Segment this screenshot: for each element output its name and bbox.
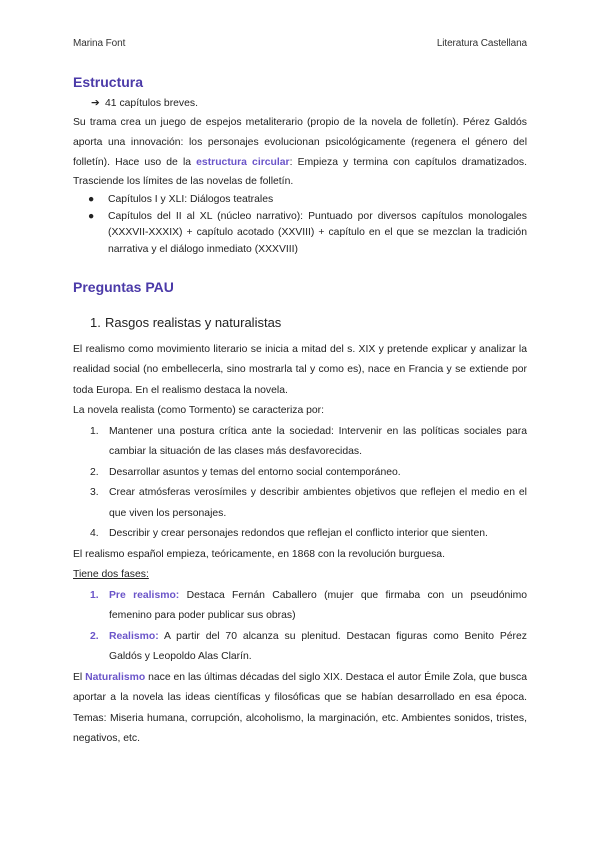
list-number: 2. [90,466,99,478]
list-item [73,627,527,668]
paragraph-text: : Empieza y termina con capítulos dramatizados. Trasciende los límites de las novelas de folletín. [73,156,527,188]
header-subject: Literatura Castellana [436,38,527,49]
list-item [73,422,527,463]
list-item [73,192,527,209]
list-item-text: Crear atmósferas verosímiles y describir ambientes objetivos que reflejen el medio en el que viven los personajes. [109,487,527,519]
header-author: Marina Font [73,38,126,49]
list-item-text: Mantener una postura crítica ante la sociedad: Intervenir en las políticas sociales para cambiar la situación de las clases más desfavorecidas. [109,425,527,458]
list-item-text: Destaca Fernán Caballero (mujer que firmaba con un pseudónimo femenino para poder publicar sus obras) [109,589,528,622]
list-number: 2. [90,630,99,642]
list-item [73,586,527,627]
list-item-text: Capítulos I y XLI: Diálogos teatrales [108,194,274,206]
list-item-text: A partir del 70 alcanza su plenitud. Destacan figuras como Benito Pérez Galdós y Leopoldo Alas Clarín. [109,630,527,663]
list-item-text: Capítulos del II al XL (núcleo narrativo): Puntuado por diversos capítulos monologales (XXXVII-XXXIX) + capítulo acotado (XXVIII) + capítulo en el que se mezclan la tradición narrativa y el diálogo inmediato (XXXVIII) [108,210,527,255]
bullet-icon: ● [88,210,95,222]
document-body [73,72,527,750]
realismo-intro-paragraph: El realismo como movimiento literario se inicia a mitad del s. XIX y pretende explicar y analizar la realidad social (no embellecerla, sino mostrarla tal y como es), nace en Francia y se extiende por toda Europa. En el realismo destaca la novela. [73,343,527,396]
characteristics-intro: La novela realista (como Tormento) se caracteriza por: [73,405,325,417]
characteristics-list [73,422,527,545]
question-number: 1. [90,314,101,330]
spanish-realism-paragraph: El realismo español empieza, teóricamente, en 1868 con la revolución burguesa. [73,548,445,560]
highlight-estructura-circular: estructura circular [196,156,290,168]
phase-name: Pre realismo: [109,589,180,601]
section-title-estructura: Estructura [73,74,144,90]
arrow-item-text: 41 capítulos breves. [105,98,198,109]
pau-question [73,314,527,332]
naturalismo-paragraph [73,668,527,750]
list-number: 1. [90,425,99,437]
chapters-bullet-list [73,192,527,258]
phases-label: Tiene dos fases: [73,569,149,581]
list-item [73,524,527,545]
question-text: Rasgos realistas y naturalistas [105,314,282,330]
list-item [73,209,527,259]
paragraph-text: Su trama crea un juego de espejos metaliterario (propio de la novela de folletín). Pérez Galdós aporta una innovación: los personajes evolucionan psicológicamente (regenera el género del folletín). Hace uso de la [73,117,527,168]
paragraph-text: El [73,671,86,683]
list-item [73,463,527,484]
bullet-icon: ● [88,194,95,206]
list-item-text: Desarrollar asuntos y temas del entorno social contemporáneo. [109,466,401,478]
phase-name: Realismo: [109,630,159,642]
section-title-preguntas-pau: Preguntas PAU [73,278,174,295]
list-number: 3. [90,487,99,499]
list-item-text: Describir y crear personajes redondos que reflejan el conflicto interior que sienten. [109,528,488,540]
arrow-right-icon: ➔ [91,98,100,109]
paragraph-text: nace en las últimas décadas del siglo XIX. Destaca el autor Émile Zola, que busca aportar a la novela las ideas científicas y filosóficas que se habían desarrollado en esa época. Temas: Miseria humana, corrupción, alcoholismo, la marginación, etc. Ambientes sonidos, tristes, negativos, etc. [73,671,527,745]
list-number: 4. [90,528,99,540]
phases-list [73,586,527,668]
list-item [73,483,527,524]
arrow-list-item [73,94,527,113]
list-number: 1. [90,589,99,601]
estructura-paragraph [73,113,527,192]
highlight-naturalismo: Naturalismo [85,671,146,683]
